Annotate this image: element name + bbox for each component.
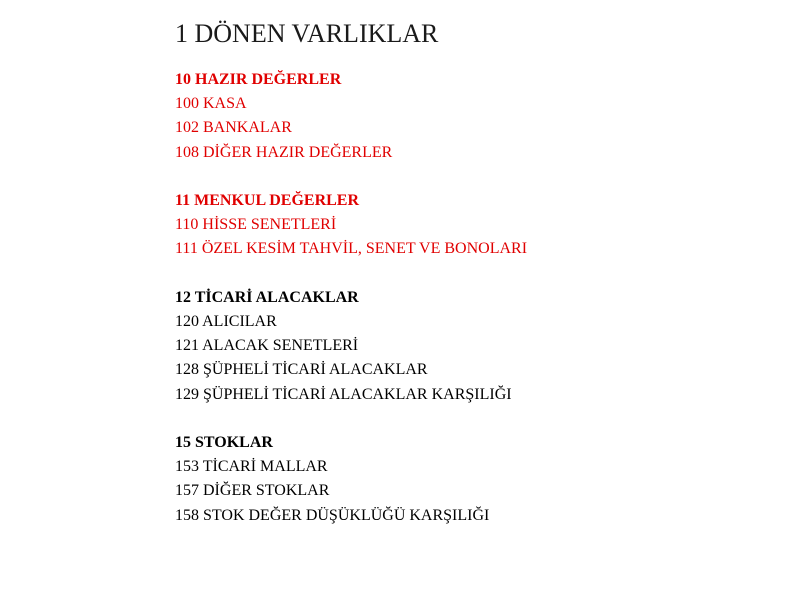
group-heading: 10 HAZIR DEĞERLER	[175, 71, 342, 88]
account-item: 128 ŞÜPHELİ TİCARİ ALACAKLAR	[175, 361, 428, 379]
account-item: 121 ALACAK SENETLERİ	[175, 337, 359, 355]
account-group-ticari-alacaklar	[175, 286, 527, 407]
account-item: 153 TİCARİ MALLAR	[175, 458, 328, 476]
group-heading: 15 STOKLAR	[175, 434, 273, 451]
account-item: 102 BANKALAR	[175, 119, 292, 137]
account-list	[175, 68, 527, 552]
group-heading: 12 TİCARİ ALACAKLAR	[175, 288, 359, 306]
account-item: 100 KASA	[175, 95, 247, 113]
page-title: 1 DÖNEN VARLIKLAR	[175, 19, 439, 48]
account-item: 129 ŞÜPHELİ TİCARİ ALACAKLAR KARŞILIĞI	[175, 385, 512, 403]
account-group-hazir-degerler	[175, 68, 527, 165]
account-item: 108 DİĞER HAZIR DEĞERLER	[175, 143, 393, 161]
account-item: 110 HİSSE SENETLERİ	[175, 216, 337, 234]
account-group-menkul-degerler	[175, 189, 527, 262]
account-item: 120 ALICILAR	[175, 313, 277, 330]
account-item: 111 ÖZEL KESİM TAHVİL, SENET VE BONOLARI	[175, 240, 528, 258]
account-item: 157 DİĞER STOKLAR	[175, 482, 330, 500]
group-heading: 11 MENKUL DEĞERLER	[175, 192, 360, 209]
account-group-stoklar	[175, 431, 527, 528]
account-item: 158 STOK DEĞER DÜŞÜKLÜĞÜ KARŞILIĞI	[175, 506, 490, 524]
